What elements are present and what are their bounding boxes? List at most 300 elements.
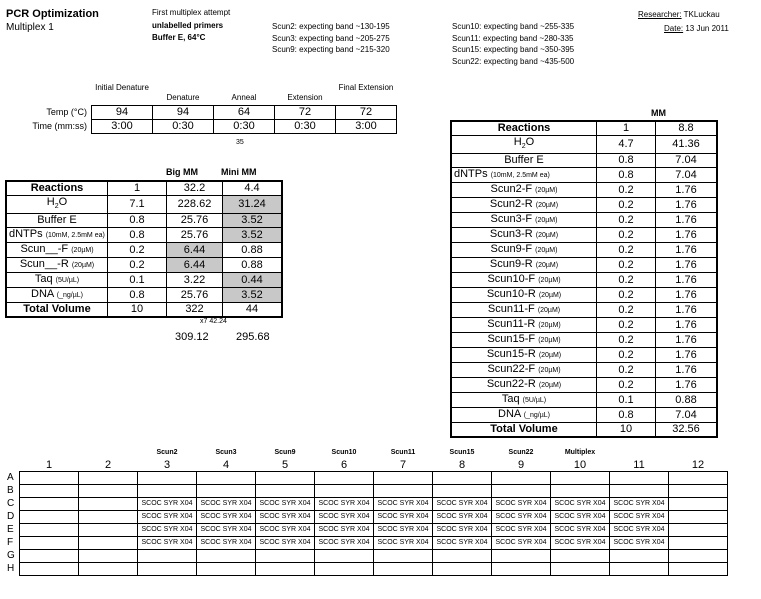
plate-well <box>669 550 728 563</box>
plate-well <box>551 563 610 576</box>
plate-well <box>374 563 433 576</box>
reagent-name: $H_2O$ <box>451 136 597 154</box>
plate-well <box>20 511 79 524</box>
plate-row <box>5 524 728 537</box>
plate-well: SCOC SYR X04 <box>551 511 610 524</box>
plate-well <box>256 472 315 485</box>
plate-well: SCOC SYR X04 <box>138 498 197 511</box>
plate-column-number: 5 <box>281 459 289 471</box>
value-cell: 6.44 <box>167 243 223 258</box>
table-row <box>6 196 282 214</box>
page-subtitle: Multiplex 1 <box>6 22 54 33</box>
plate-well <box>315 472 374 485</box>
plate-well: SCOC SYR X04 <box>197 498 256 511</box>
expected-band: Scun9: expecting band ~215-320 <box>272 45 390 54</box>
value-cell: 0.2 <box>597 378 656 393</box>
cycle-step-header: Anneal <box>231 93 257 102</box>
plate-well: SCOC SYR X04 <box>492 537 551 550</box>
value-cell: 31.24 <box>223 196 283 214</box>
value-cell: 1.76 <box>656 228 718 243</box>
expected-band: Scun11: expecting band ~280-335 <box>452 33 574 43</box>
plate-well <box>79 485 138 498</box>
plate-group-label: Scun9 <box>274 449 296 456</box>
plate-well <box>138 472 197 485</box>
plate-well <box>669 537 728 550</box>
value-cell: 32.56 <box>656 423 718 438</box>
reagent-name: Total Volume <box>6 303 108 318</box>
plate-row-letter: A <box>7 472 14 483</box>
plate-well: SCOC SYR X04 <box>433 511 492 524</box>
date-value: 13 Jun 2011 <box>685 24 729 33</box>
reagent-name: Scun10-F (20µM) <box>451 273 597 288</box>
plate-row-letter: D <box>7 511 15 522</box>
table-row <box>451 363 717 378</box>
plate-well: SCOC SYR X04 <box>610 524 669 537</box>
reagent-name: Taq (5U/µL) <box>451 393 597 408</box>
value-cell: 1 <box>108 181 167 196</box>
plate-well: SCOC SYR X04 <box>374 511 433 524</box>
expected-band: Scun15: expecting band ~350-395 <box>452 45 575 54</box>
table-row <box>451 408 717 423</box>
plate-well <box>610 485 669 498</box>
table-row <box>451 318 717 333</box>
reagent-name: DNA (_ng/µL) <box>451 408 597 423</box>
value-cell: 3.52 <box>223 228 283 243</box>
value-cell: 10 <box>597 423 656 438</box>
value-cell: 32.2 <box>167 181 223 196</box>
value-cell: 7.04 <box>656 154 718 168</box>
plate-well <box>374 472 433 485</box>
plate-well: SCOC SYR X04 <box>197 524 256 537</box>
cycle-step-header: Final Extension <box>338 83 394 92</box>
value-cell: 1 <box>597 121 656 136</box>
value-cell: 1.76 <box>656 198 718 213</box>
value-cell: 1.76 <box>656 273 718 288</box>
plate-well: SCOC SYR X04 <box>610 537 669 550</box>
plate-well <box>315 550 374 563</box>
plate-well <box>138 563 197 576</box>
expected-band: Scun2: expecting band ~130-195 <box>272 22 390 31</box>
plate-well <box>433 472 492 485</box>
time-cell: 0:30 <box>153 120 214 134</box>
plate-well <box>610 563 669 576</box>
big-mm-header: Big MM <box>166 167 198 177</box>
table-row <box>451 303 717 318</box>
plate-well: SCOC SYR X04 <box>610 511 669 524</box>
time-cell: 0:30 <box>214 120 275 134</box>
mm-table <box>450 120 718 438</box>
plate-column-number: 3 <box>163 459 171 471</box>
reagent-name: Reactions <box>451 121 597 136</box>
plate-well <box>79 550 138 563</box>
plate-group-label: Scun2 <box>156 449 178 456</box>
value-cell: 1.76 <box>656 303 718 318</box>
table-row <box>451 348 717 363</box>
plate-well <box>79 498 138 511</box>
reagent-name: Scun11-F (20µM) <box>451 303 597 318</box>
big-mm-table <box>5 180 283 318</box>
reagent-name: Total Volume <box>451 423 597 438</box>
plate-well <box>551 550 610 563</box>
mm-header: MM <box>651 108 666 118</box>
value-cell: 4.7 <box>597 136 656 154</box>
reagent-name: dNTPs (10mM, 2.5mM ea) <box>6 228 108 243</box>
value-cell: 10 <box>108 303 167 318</box>
value-cell: 7.04 <box>656 168 718 183</box>
plate-well <box>315 485 374 498</box>
value-cell: 0.2 <box>597 228 656 243</box>
table-row <box>6 288 282 303</box>
plate-well <box>669 524 728 537</box>
table-row <box>451 378 717 393</box>
plate-row <box>5 511 728 524</box>
plate-well <box>669 485 728 498</box>
time-label: Time (mm:ss) <box>32 121 87 131</box>
plate-well <box>492 472 551 485</box>
value-cell: 7.1 <box>108 196 167 214</box>
value-cell: 0.8 <box>108 214 167 228</box>
buffer-note: Buffer E, 64°C <box>152 33 206 42</box>
plate-well: SCOC SYR X04 <box>433 498 492 511</box>
value-cell: 0.1 <box>597 393 656 408</box>
value-cell: 0.2 <box>597 303 656 318</box>
plate-well <box>610 550 669 563</box>
plate-row <box>5 537 728 550</box>
plate-group-label: Scun3 <box>215 449 237 456</box>
cycle-step-header: Initial Denature <box>95 83 149 92</box>
value-cell: 0.2 <box>597 288 656 303</box>
value-cell: 25.76 <box>167 228 223 243</box>
sum-big: 309.12 <box>175 331 209 343</box>
value-cell: 1.76 <box>656 348 718 363</box>
plate-well: SCOC SYR X04 <box>433 537 492 550</box>
cycle-step-header: Denature <box>166 93 200 102</box>
plate-well: SCOC SYR X04 <box>433 524 492 537</box>
value-cell: 322 <box>167 303 223 318</box>
value-cell: 44 <box>223 303 283 318</box>
plate-well: SCOC SYR X04 <box>315 524 374 537</box>
plate-group-label <box>20 447 79 459</box>
plate-group-label: Scun22 <box>508 449 534 456</box>
value-cell: 0.2 <box>597 273 656 288</box>
value-cell: 1.76 <box>656 258 718 273</box>
table-row <box>451 258 717 273</box>
plate-well <box>669 511 728 524</box>
table-row <box>6 181 282 196</box>
plate-well: SCOC SYR X04 <box>138 511 197 524</box>
reagent-name: DNA (_ng/µL) <box>6 288 108 303</box>
plate-well <box>20 485 79 498</box>
plate-well <box>374 550 433 563</box>
plate-well <box>256 550 315 563</box>
plate-well <box>433 563 492 576</box>
plate-well <box>20 550 79 563</box>
table-row <box>6 258 282 273</box>
plate-well <box>374 485 433 498</box>
expected-band: Scun10: expecting band ~255-335 <box>452 22 575 31</box>
plate-well <box>197 472 256 485</box>
reagent-name: Taq (5U/µL) <box>6 273 108 288</box>
value-cell: 25.76 <box>167 214 223 228</box>
value-cell: 0.2 <box>597 318 656 333</box>
plate-column-number: 1 <box>45 459 53 471</box>
sum-mini: 295.68 <box>236 331 270 343</box>
plate-well <box>20 563 79 576</box>
date-label: Date: 13 Jun 2011 <box>664 24 729 33</box>
value-cell: 0.2 <box>597 213 656 228</box>
expected-band: Scun3: expecting band ~205-275 <box>272 33 390 43</box>
value-cell: 1.76 <box>656 183 718 198</box>
plate-row <box>5 498 728 511</box>
reagent-name: dNTPs (10mM, 2.5mM ea) <box>451 168 597 183</box>
plate-column-number: 7 <box>399 459 407 471</box>
table-row <box>6 303 282 318</box>
plate-column-number: 2 <box>104 459 112 471</box>
plate-group-label <box>79 447 138 459</box>
plate-well <box>79 537 138 550</box>
plate-well <box>197 550 256 563</box>
page-title: PCR Optimization <box>6 8 99 20</box>
plate-row-letter: F <box>7 537 14 548</box>
plate-well <box>138 550 197 563</box>
table-row <box>451 198 717 213</box>
plate-well <box>20 498 79 511</box>
plate-column-number: 11 <box>633 459 645 471</box>
plate-well <box>433 485 492 498</box>
plate-well <box>551 472 610 485</box>
table-row <box>451 333 717 348</box>
plate-well: SCOC SYR X04 <box>197 511 256 524</box>
table-row <box>6 273 282 288</box>
table-row <box>451 183 717 198</box>
value-cell: 1.76 <box>656 333 718 348</box>
plate-well <box>79 563 138 576</box>
plate-row <box>5 485 728 498</box>
plate-well: SCOC SYR X04 <box>610 498 669 511</box>
plate-well: SCOC SYR X04 <box>197 537 256 550</box>
cycle-table <box>3 105 397 134</box>
plate-well <box>79 472 138 485</box>
reagent-name: Scun3-R (20µM) <box>451 228 597 243</box>
plate-well <box>315 563 374 576</box>
reagent-name: Buffer E <box>6 214 108 228</box>
plate-row-letter: H <box>7 563 15 574</box>
plate-well <box>79 524 138 537</box>
reagent-name: Reactions <box>6 181 108 196</box>
time-cell: 3:00 <box>336 120 397 134</box>
table-row <box>451 393 717 408</box>
value-cell: 0.8 <box>597 168 656 183</box>
temp-label: Temp (°C) <box>46 107 87 117</box>
value-cell: 0.8 <box>597 408 656 423</box>
value-cell: 0.44 <box>223 273 283 288</box>
plate-well: SCOC SYR X04 <box>374 537 433 550</box>
value-cell: 0.2 <box>108 243 167 258</box>
time-cell: 3:00 <box>92 120 153 134</box>
table-row <box>451 228 717 243</box>
plate-group-label <box>669 447 728 459</box>
plate-well: SCOC SYR X04 <box>492 498 551 511</box>
time-cell: 0:30 <box>275 120 336 134</box>
value-cell: 1.76 <box>656 288 718 303</box>
plate-well: SCOC SYR X04 <box>492 511 551 524</box>
value-cell: 0.8 <box>597 154 656 168</box>
plate-well <box>197 563 256 576</box>
reagent-name: Scun22-F (20µM) <box>451 363 597 378</box>
plate-well: SCOC SYR X04 <box>551 498 610 511</box>
plate-row-letter: B <box>7 485 14 496</box>
primers-note: unlabelled primers <box>152 21 224 30</box>
table-row <box>451 154 717 168</box>
plate-column-number: 8 <box>458 459 466 471</box>
plate-row-letter: C <box>7 498 15 509</box>
plate-column-number: 10 <box>573 459 587 471</box>
plate-row <box>5 563 728 576</box>
reagent-name: Scun11-R (20µM) <box>451 318 597 333</box>
plate-well: SCOC SYR X04 <box>256 537 315 550</box>
value-cell: 0.88 <box>656 393 718 408</box>
reagent-name: Scun22-R (20µM) <box>451 378 597 393</box>
plate-row-letter: G <box>7 550 15 561</box>
expected-band: Scun22: expecting band ~435-500 <box>452 56 575 66</box>
temp-cell: 72 <box>336 106 397 120</box>
plate-well <box>20 537 79 550</box>
plate-row <box>5 472 728 485</box>
plate-group-label: Scun15 <box>449 449 475 456</box>
attempt-note: First multiplex attempt <box>152 8 231 17</box>
expected-bands-col2 <box>452 21 574 67</box>
table-row <box>6 214 282 228</box>
temp-cell: 94 <box>153 106 214 120</box>
value-cell: 1.76 <box>656 243 718 258</box>
cycle-step-header: Extension <box>287 93 323 102</box>
plate-well <box>492 550 551 563</box>
value-cell: 0.2 <box>597 333 656 348</box>
plate-column-number: 4 <box>222 459 230 471</box>
plate-well <box>669 498 728 511</box>
plate-well <box>610 472 669 485</box>
plate-well <box>492 485 551 498</box>
table-row <box>451 243 717 258</box>
value-cell: 1.76 <box>656 363 718 378</box>
plate-well <box>433 550 492 563</box>
expected-bands-col1 <box>272 21 390 56</box>
plate-well: SCOC SYR X04 <box>551 537 610 550</box>
plate-well: SCOC SYR X04 <box>315 537 374 550</box>
value-cell: 1.76 <box>656 318 718 333</box>
reagent-name: Scun15-F (20µM) <box>451 333 597 348</box>
value-cell: 0.2 <box>597 243 656 258</box>
table-row <box>451 136 717 154</box>
plate-well: SCOC SYR X04 <box>315 511 374 524</box>
reagent-name: Scun9-F (20µM) <box>451 243 597 258</box>
table-row <box>6 228 282 243</box>
table-row <box>451 288 717 303</box>
plate-well <box>256 563 315 576</box>
plate-row <box>5 550 728 563</box>
value-cell: 0.2 <box>597 348 656 363</box>
plate-well: SCOC SYR X04 <box>138 524 197 537</box>
reagent-name: Scun10-R (20µM) <box>451 288 597 303</box>
plate-column-number: 9 <box>517 459 525 471</box>
reagent-name: Scun__-R (20µM) <box>6 258 108 273</box>
x7-note: x7 42.24 <box>200 318 227 325</box>
table-row <box>451 168 717 183</box>
plate-well <box>669 472 728 485</box>
plate-column-number: 6 <box>340 459 348 471</box>
plate-well <box>197 485 256 498</box>
reagent-name: Scun9-R (20µM) <box>451 258 597 273</box>
table-row <box>451 213 717 228</box>
value-cell: 0.2 <box>597 198 656 213</box>
value-cell: 0.8 <box>108 288 167 303</box>
reagent-name: Scun2-R (20µM) <box>451 198 597 213</box>
table-row <box>451 423 717 438</box>
value-cell: 7.04 <box>656 408 718 423</box>
plate-column-number: 12 <box>691 459 705 471</box>
plate-well: SCOC SYR X04 <box>374 524 433 537</box>
researcher-label: Researcher: TKLuckau <box>638 10 720 19</box>
value-cell: 0.8 <box>108 228 167 243</box>
value-cell: 0.2 <box>597 183 656 198</box>
value-cell: 3.22 <box>167 273 223 288</box>
value-cell: 41.36 <box>656 136 718 154</box>
value-cell: 0.2 <box>597 258 656 273</box>
value-cell: 0.88 <box>223 258 283 273</box>
plate-well: SCOC SYR X04 <box>256 524 315 537</box>
plate-well: SCOC SYR X04 <box>138 537 197 550</box>
value-cell: 1.76 <box>656 378 718 393</box>
table-row <box>451 121 717 136</box>
plate-well <box>79 511 138 524</box>
plate-group-label <box>610 447 669 459</box>
plate-well <box>669 563 728 576</box>
temp-cell: 72 <box>275 106 336 120</box>
plate-well: SCOC SYR X04 <box>551 524 610 537</box>
reagent-name: Scun15-R (20µM) <box>451 348 597 363</box>
plate-well: SCOC SYR X04 <box>256 498 315 511</box>
plate-group-label: Scun10 <box>331 449 357 456</box>
plate-map <box>5 447 728 576</box>
reagent-name: Scun2-F (20µM) <box>451 183 597 198</box>
researcher-name: TKLuckau <box>683 10 720 19</box>
value-cell: 3.52 <box>223 288 283 303</box>
value-cell: 4.4 <box>223 181 283 196</box>
value-cell: 1.76 <box>656 213 718 228</box>
value-cell: 0.88 <box>223 243 283 258</box>
reagent-name: $H_2O$ <box>6 196 108 214</box>
reagent-name: Buffer E <box>451 154 597 168</box>
plate-well <box>138 485 197 498</box>
reagent-name: Scun3-F (20µM) <box>451 213 597 228</box>
mini-mm-header: Mini MM <box>221 167 257 177</box>
plate-well <box>20 524 79 537</box>
value-cell: 0.1 <box>108 273 167 288</box>
table-row <box>6 243 282 258</box>
temp-cell: 64 <box>214 106 275 120</box>
value-cell: 25.76 <box>167 288 223 303</box>
plate-well: SCOC SYR X04 <box>315 498 374 511</box>
plate-well <box>20 472 79 485</box>
value-cell: 6.44 <box>167 258 223 273</box>
plate-row-letter: E <box>7 524 14 535</box>
temp-cell: 94 <box>92 106 153 120</box>
value-cell: 8.8 <box>656 121 718 136</box>
value-cell: 3.52 <box>223 214 283 228</box>
value-cell: 0.2 <box>108 258 167 273</box>
plate-well <box>492 563 551 576</box>
plate-group-label: Multiplex <box>564 449 596 456</box>
